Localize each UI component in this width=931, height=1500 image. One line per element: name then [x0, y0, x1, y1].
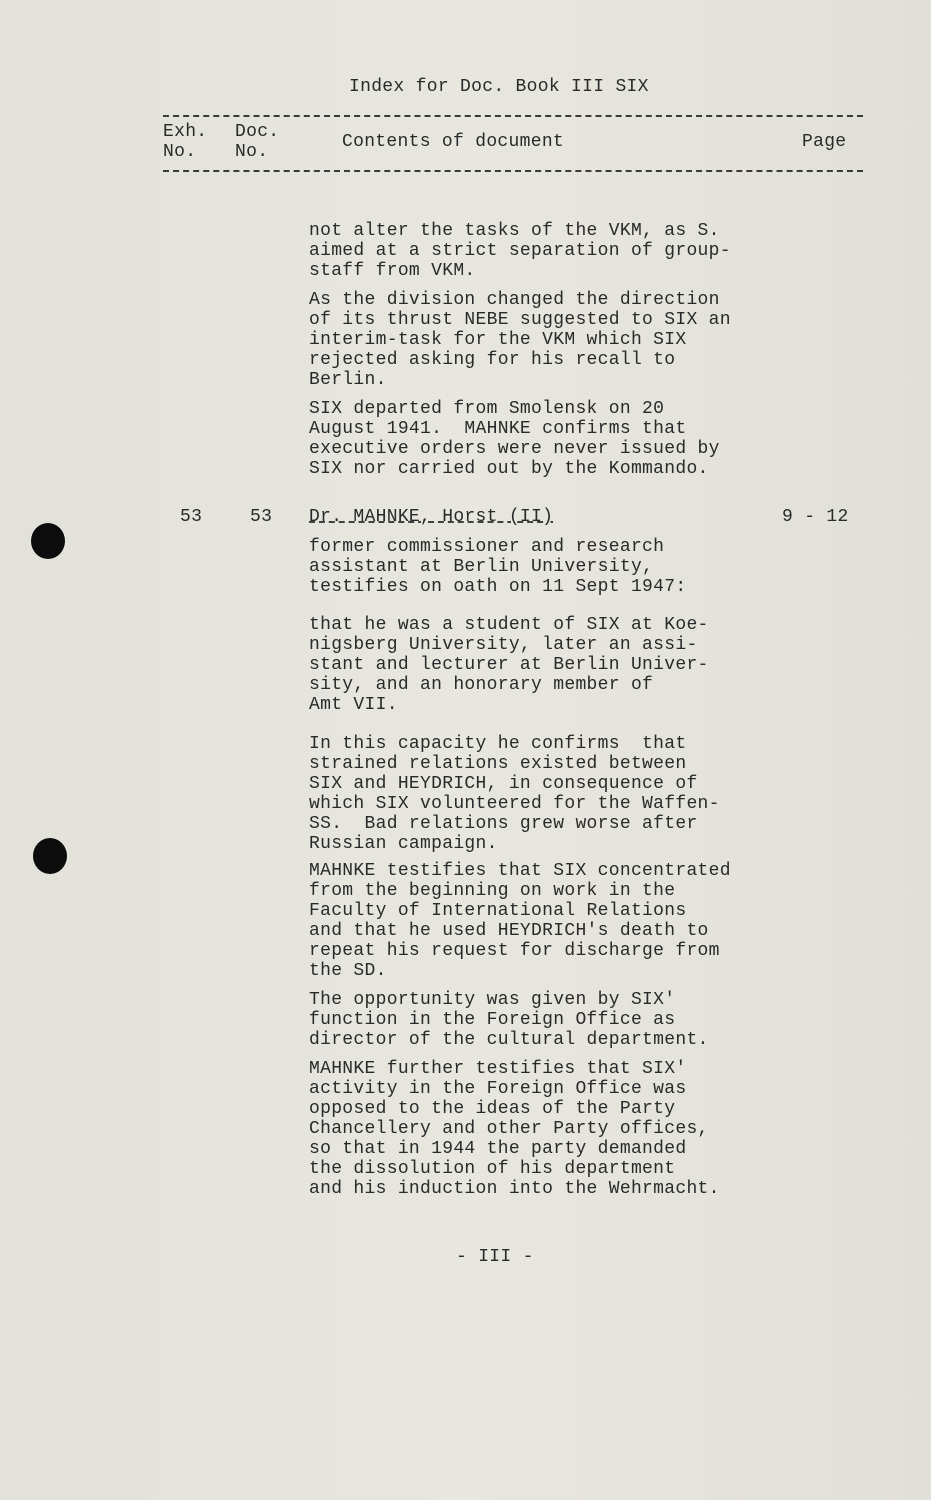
text-line: testifies on oath on 11 Sept 1947:	[309, 577, 687, 597]
text-line: Chancellery and other Party offices,	[309, 1119, 709, 1139]
entry-heading: Dr. MAHNKE, Horst (II)	[309, 507, 554, 527]
text-line: interim-task for the VKM which SIX	[309, 330, 687, 350]
text-line: The opportunity was given by SIX'	[309, 990, 676, 1010]
text-line: repeat his request for discharge from	[309, 941, 720, 961]
continuation-paragraph-2	[309, 290, 779, 390]
column-header-contents: Contents of document	[342, 132, 565, 152]
entry-paragraph-1	[309, 615, 779, 715]
text-line: so that in 1944 the party demanded	[309, 1139, 687, 1159]
text-line: opposed to the ideas of the Party	[309, 1099, 676, 1119]
column-header-doc-1: Doc.	[235, 122, 280, 142]
entry-paragraph-4	[309, 990, 779, 1050]
column-header-doc-2: No.	[235, 142, 269, 162]
exhibit-number: 53	[180, 507, 203, 527]
entry-paragraph-3	[309, 861, 779, 981]
continuation-paragraph-1	[309, 221, 779, 281]
text-line: staff from VKM.	[309, 261, 476, 281]
text-line: rejected asking for his recall to	[309, 350, 676, 370]
header-rule-bottom	[163, 170, 863, 172]
page-footer-number: - III -	[456, 1247, 534, 1267]
text-line: As the division changed the direction	[309, 290, 720, 310]
text-line: Berlin.	[309, 370, 387, 390]
text-line: assistant at Berlin University,	[309, 557, 654, 577]
column-header-exh-1: Exh.	[163, 122, 208, 142]
entry-paragraph-5	[309, 1059, 779, 1199]
text-line: former commissioner and research	[309, 537, 665, 557]
text-line: from the beginning on work in the	[309, 881, 676, 901]
text-line: SS. Bad relations grew worse after	[309, 814, 698, 834]
text-line: sity, and an honorary member of	[309, 675, 654, 695]
text-line: and that he used HEYDRICH's death to	[309, 921, 709, 941]
text-line: of its thrust NEBE suggested to SIX an	[309, 310, 731, 330]
text-line: MAHNKE testifies that SIX concentrated	[309, 861, 731, 881]
punch-hole-upper	[31, 523, 65, 559]
text-line: stant and lecturer at Berlin Univer-	[309, 655, 709, 675]
text-line: SIX and HEYDRICH, in consequence of	[309, 774, 698, 794]
column-header-page: Page	[802, 132, 847, 152]
text-line: function in the Foreign Office as	[309, 1010, 676, 1030]
text-line: aimed at a strict separation of group-	[309, 241, 731, 261]
document-number: 53	[250, 507, 273, 527]
text-line: Faculty of International Relations	[309, 901, 687, 921]
text-line: the SD.	[309, 961, 387, 981]
text-line: MAHNKE further testifies that SIX'	[309, 1059, 687, 1079]
text-line: SIX departed from Smolensk on 20	[309, 399, 665, 419]
text-line: nigsberg University, later an assi-	[309, 635, 698, 655]
text-line: strained relations existed between	[309, 754, 687, 774]
text-line: and his induction into the Wehrmacht.	[309, 1179, 720, 1199]
header-rule-top	[163, 115, 863, 117]
text-line: Amt VII.	[309, 695, 398, 715]
index-title: Index for Doc. Book III SIX	[349, 77, 649, 97]
text-line: executive orders were never issued by	[309, 439, 720, 459]
text-line: August 1941. MAHNKE confirms that	[309, 419, 687, 439]
entry-intro	[309, 537, 779, 597]
continuation-paragraph-3	[309, 399, 779, 479]
text-line: activity in the Foreign Office was	[309, 1079, 687, 1099]
text-line: SIX nor carried out by the Kommando.	[309, 459, 709, 479]
text-line: In this capacity he confirms that	[309, 734, 687, 754]
text-line: director of the cultural department.	[309, 1030, 709, 1050]
text-line: Russian campaign.	[309, 834, 498, 854]
punch-hole-lower	[33, 838, 67, 874]
text-line: that he was a student of SIX at Koe-	[309, 615, 709, 635]
column-header-exh-2: No.	[163, 142, 197, 162]
page-range: 9 - 12	[782, 507, 849, 527]
text-line: the dissolution of his department	[309, 1159, 676, 1179]
text-line: not alter the tasks of the VKM, as S.	[309, 221, 720, 241]
entry-paragraph-2	[309, 734, 779, 854]
text-line: which SIX volunteered for the Waffen-	[309, 794, 720, 814]
